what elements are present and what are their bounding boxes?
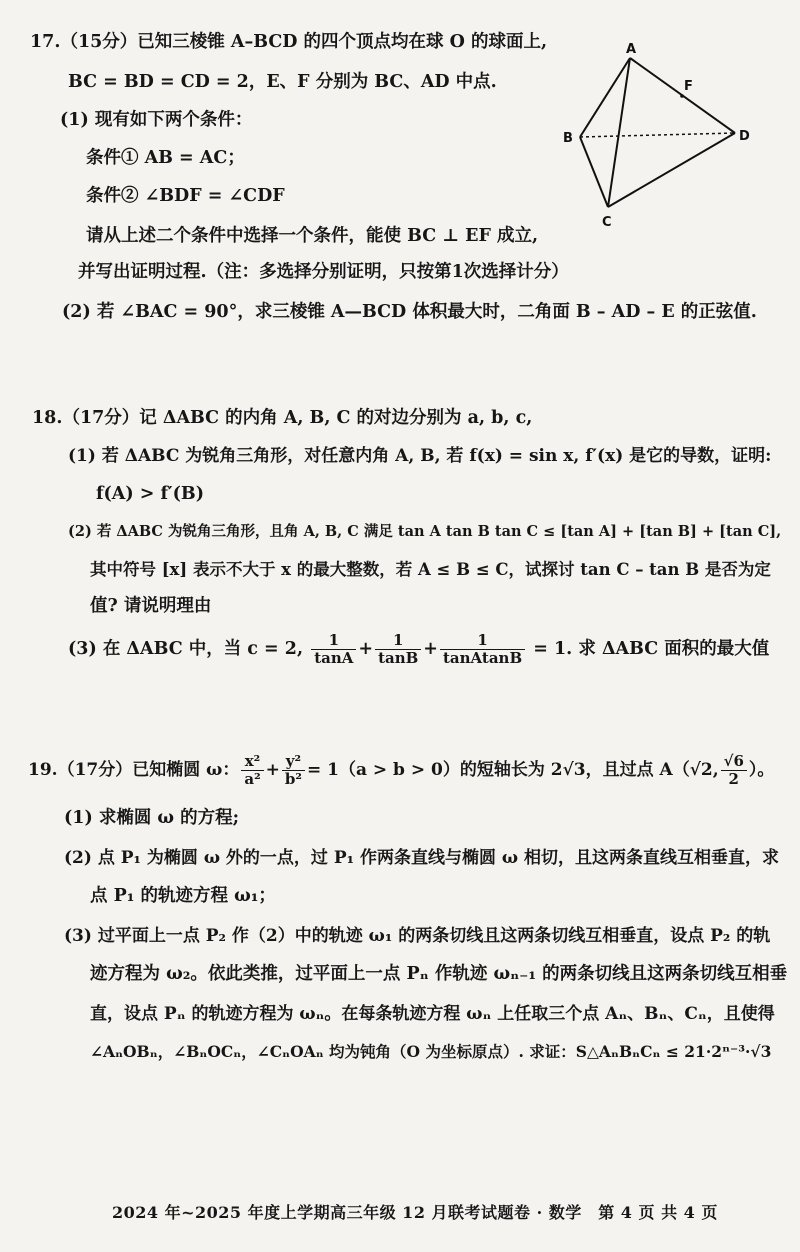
q19-part2-line2: 点 P₁ 的轨迹方程 ω₁；: [90, 886, 276, 906]
fraction-1-over-tanAtanB: $\frac{1}{\text{tanAtanB}}$: [440, 632, 525, 667]
q18-part2-line3: 值? 请说明理由: [90, 596, 212, 616]
q18-part1-line1: (1) 若 ΔABC 为锐角三角形，对任意内角 A, B, 若 f(x) = sin x, f′(x) 是它的导数，证明:: [68, 446, 772, 466]
q18-part1-line2: f(A) > f′(B): [96, 484, 205, 504]
edge-bd-hidden: [580, 133, 735, 137]
q17-condition1: 条件① AB = AC；: [86, 148, 245, 168]
q18-heading: 18.（17分）记 ΔABC 的内角 A, B, C 的对边分别为 a, b, c,: [32, 408, 533, 428]
q18-part3: (3) 在 ΔABC 中，当 c = 2, $\frac{1}{\tan A}$ + $\frac{1}{\tan B}$ + $\frac{1}{\text{tanAtanB}}$ = 1. 求 ΔABC 面积的最大值: [68, 631, 770, 667]
q18-part3-pre: (3) 在 ΔABC 中，当 c = 2,: [68, 639, 304, 659]
q19-part3-line1: (3) 过平面上一点 P₂ 作（2）中的轨迹 ω₁ 的两条切线且这两条切线互相垂直，设点 P₂ 的轨: [64, 926, 771, 946]
q17-ask-line2: 并写出证明过程.（注：多选择分别证明，只按第1次选择计分）: [78, 262, 569, 282]
edge-bc: [580, 137, 608, 207]
fraction-1-over-tanA: $\frac{1}{\tan A}$: [311, 632, 356, 667]
q17-part2: (2) 若 ∠BAC = 90°，求三棱锥 A—BCD 体积最大时，二角面 B – AD – E 的正弦值.: [62, 302, 757, 322]
point-a-y-fraction: $\frac{√6}{2}$: [721, 753, 747, 788]
label-d: D: [739, 129, 750, 144]
q17-ask-line1: 请从上述二个条件中选择一个条件，能使 BC ⊥ EF 成立,: [86, 226, 539, 246]
q18-part2-line1: (2) 若 ΔABC 为锐角三角形，且角 A, B, C 满足 tan A tan B tan C ≤ [tan A] + [tan B] + [tan C],: [68, 523, 782, 540]
label-c: C: [602, 215, 612, 230]
q17-given: BC = BD = CD = 2，E、F 分别为 BC、AD 中点.: [68, 72, 497, 92]
tetrahedron-figure: [560, 40, 780, 240]
q19-part3-line3: 直，设点 Pₙ 的轨迹方程为 ωₙ。在每条轨迹方程 ωₙ 上任取三个点 Aₙ、Bₙ、Cₙ，且使得: [90, 1004, 775, 1024]
q18-part2-line2: 其中符号 [x] 表示不大于 x 的最大整数，若 A ≤ B ≤ C，试探讨 tan C – tan B 是否为定: [90, 560, 771, 579]
q17-condition2: 条件② ∠BDF = ∠CDF: [86, 186, 285, 206]
q18-part3-post: = 1. 求 ΔABC 面积的最大值: [533, 639, 770, 659]
edge-ac: [608, 58, 630, 207]
page-footer: 2024 年~2025 年度上学期高三年级 12 月联考试题卷 · 数学 第 4 页 共 4 页: [112, 1203, 718, 1222]
q19-heading: 19.（17分）已知椭圆 ω： $\frac{\text{x²}}{\text{a²}}$ + $\frac{\text{y²}}{\text{b²}}$ = 1（a > b > 0）的短轴长为 2√3，且过点 A（√2, $\frac{√6}{2}$ ）。: [28, 752, 775, 788]
q19-part2-line1: (2) 点 P₁ 为椭圆 ω 外的一点，过 P₁ 作两条直线与椭圆 ω 相切，且这两条直线互相垂直，求: [64, 848, 780, 868]
q17-part1: (1) 现有如下两个条件：: [60, 110, 253, 130]
edge-ab: [580, 58, 630, 137]
label-b: B: [563, 131, 573, 146]
label-a: A: [626, 42, 637, 57]
point-f: [680, 94, 684, 98]
q19-part3-line4: ∠AₙOBₙ，∠BₙOCₙ，∠CₙOAₙ 均为钝角（O 为坐标原点）. 求证：S△AₙBₙCₙ ≤ 21·2ⁿ⁻³·√3: [90, 1042, 772, 1061]
ellipse-y-term: $\frac{\text{y²}}{\text{b²}}$: [282, 753, 305, 788]
fraction-1-over-tanB: $\frac{1}{\tan B}$: [375, 632, 421, 667]
q17-heading: 17.（15分）已知三棱锥 A–BCD 的四个顶点均在球 O 的球面上,: [30, 32, 548, 52]
edge-cd: [608, 133, 735, 207]
q19-part1: (1) 求椭圆 ω 的方程;: [64, 808, 240, 828]
q19-part3-line2: 迹方程为 ω₂。依此类推，过平面上一点 Pₙ 作轨迹 ωₙ₋₁ 的两条切线且这两条切线互相垂: [90, 964, 788, 984]
label-f: F: [684, 79, 693, 94]
ellipse-x-term: $\frac{\text{x²}}{\text{a²}}$: [241, 753, 263, 788]
